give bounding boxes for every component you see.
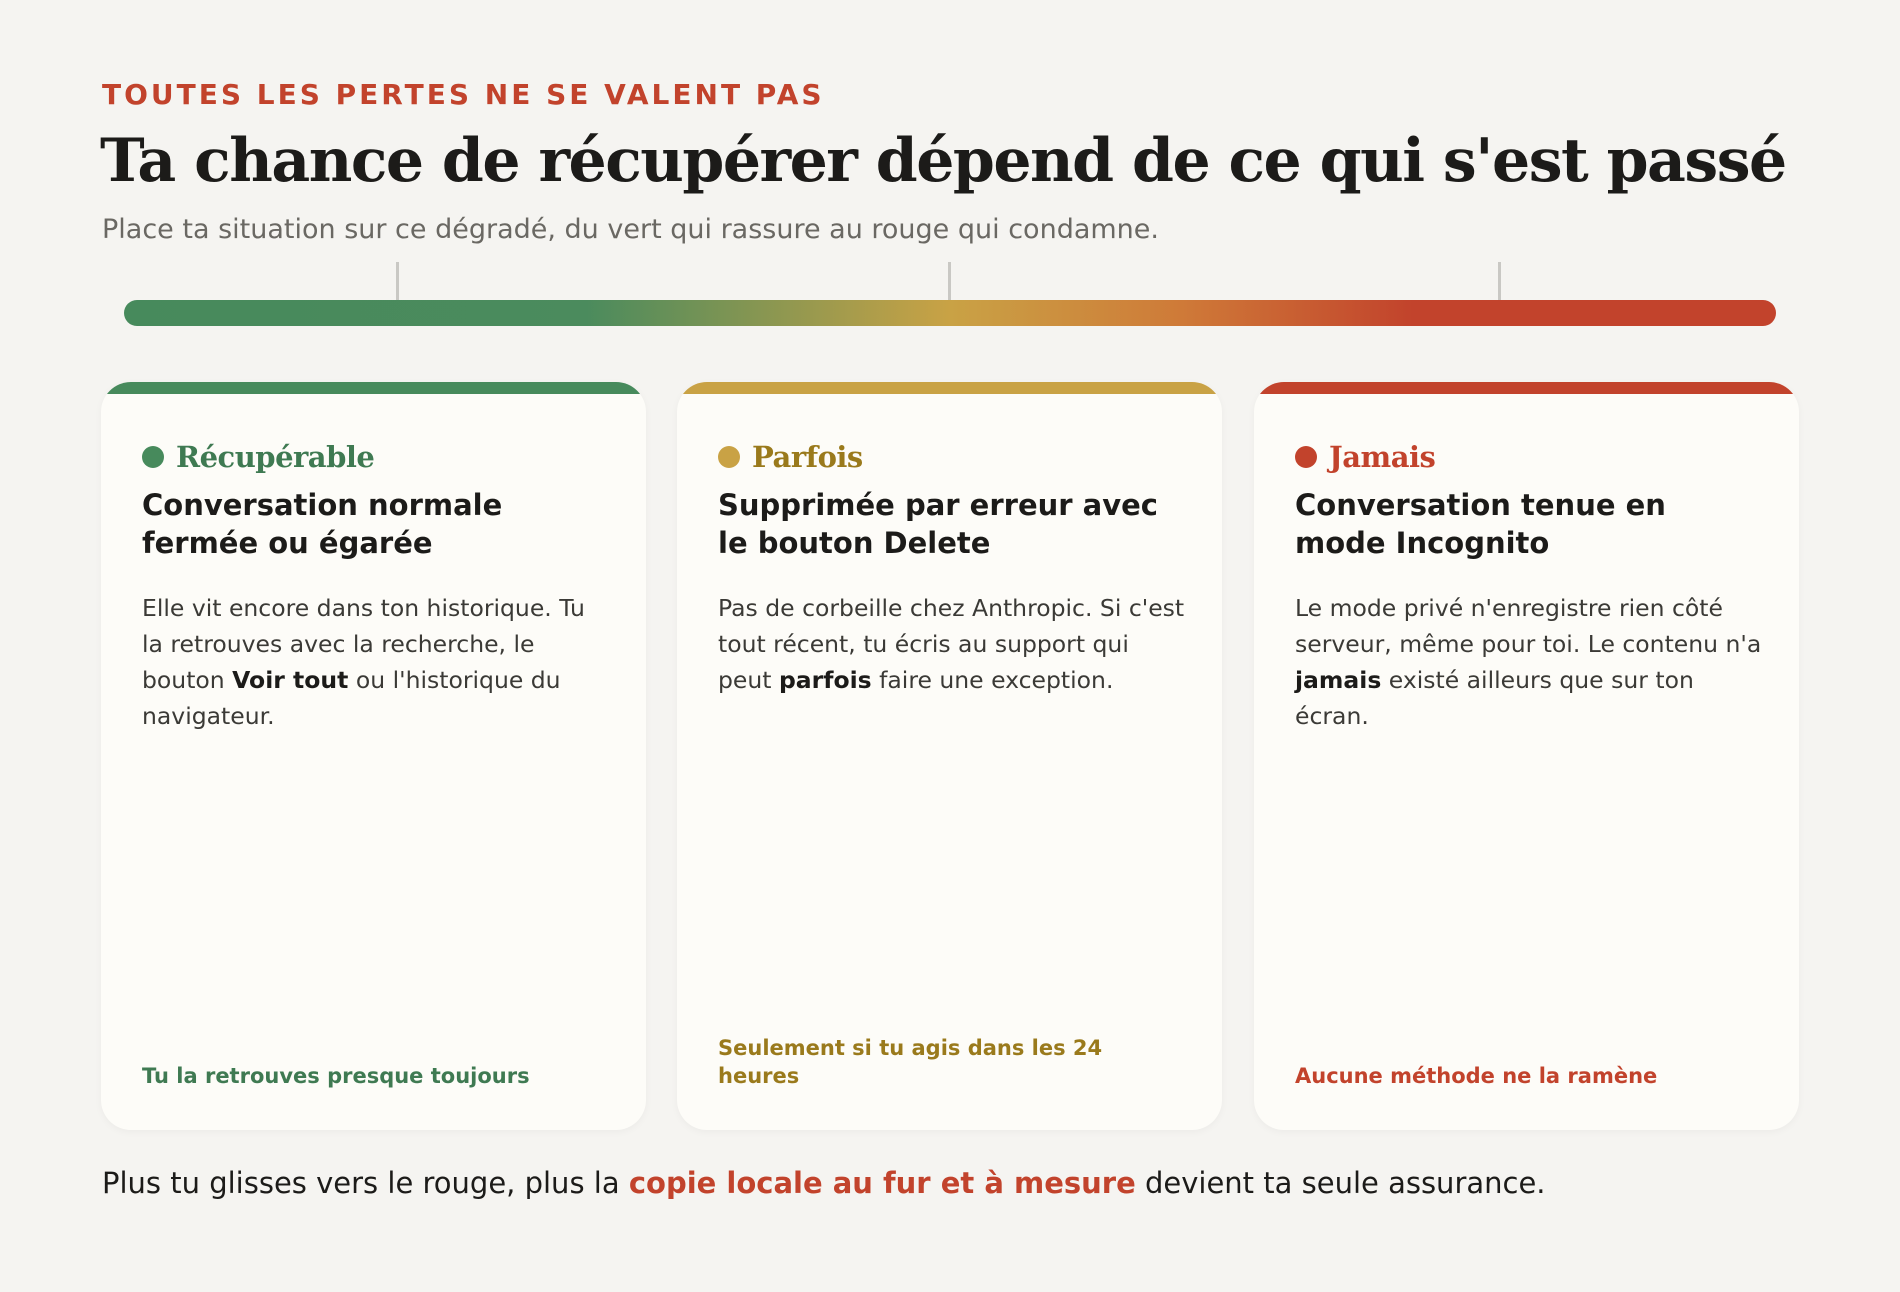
card-title: Conversation normale fermée ou égarée: [142, 488, 503, 560]
card-body: [718, 590, 1186, 698]
card-level: [718, 440, 1186, 474]
card-body-text: Elle vit encore dans ton historique. Tu la retrouves avec la recherche, le bouton: [142, 594, 585, 694]
card-body-emphasis: jamais: [1295, 666, 1382, 694]
card-recoverable: [101, 382, 646, 1130]
card-body-text: existé ailleurs que sur ton écran.: [1295, 666, 1694, 730]
card-body-text: ou l'historique du navigateur.: [142, 666, 561, 730]
card-footer: Seulement si tu agis dans les 24 heures: [718, 1036, 1103, 1088]
card-accent-bar: [1254, 382, 1799, 394]
card-body-emphasis: parfois: [778, 666, 872, 694]
card-never: [1254, 382, 1799, 1130]
eyebrow-label: TOUTES LES PERTES NE SE VALENT PAS: [102, 78, 825, 111]
recovery-gradient-scale: [124, 300, 1776, 326]
card-accent-bar: [101, 382, 646, 394]
card-title: Conversation tenue en mode Incognito: [1295, 488, 1666, 560]
card-body: [1295, 590, 1763, 734]
card-footer: Aucune méthode ne la ramène: [1295, 1064, 1658, 1088]
card-body-emphasis: Voir tout: [232, 666, 349, 694]
card-level: [1295, 440, 1763, 474]
status-dot-icon: [718, 446, 740, 468]
card-body-text: faire une exception.: [871, 666, 1114, 694]
card-title: Supprimée par erreur avec le bouton Delete: [718, 488, 1158, 560]
bottom-note-text: devient ta seule assurance.: [1135, 1166, 1546, 1200]
page-title: Ta chance de récupérer dépend de ce qui s'est passé: [100, 126, 1786, 196]
scale-tick-gold: [948, 262, 951, 304]
bottom-note: [102, 1166, 1546, 1200]
bottom-note-text: Plus tu glisses vers le rouge, plus la: [102, 1166, 629, 1200]
card-sometimes: [677, 382, 1222, 1130]
card-footer: Tu la retrouves presque toujours: [142, 1064, 530, 1088]
card-level-label: Parfois: [752, 440, 863, 474]
card-level: [142, 440, 610, 474]
scale-tick-red: [1498, 262, 1501, 304]
status-dot-icon: [142, 446, 164, 468]
page-subtitle: Place ta situation sur ce dégradé, du vert qui rassure au rouge qui condamne.: [102, 214, 1159, 245]
card-body-text: Pas de corbeille chez Anthropic. Si c'est tout récent, tu écris au support qui peut: [718, 594, 1185, 694]
card-level-label: Récupérable: [176, 440, 375, 474]
status-dot-icon: [1295, 446, 1317, 468]
scale-tick-green: [396, 262, 399, 304]
card-level-label: Jamais: [1329, 440, 1436, 474]
card-body: [142, 590, 610, 734]
bottom-note-highlight: copie locale au fur et à mesure: [628, 1166, 1136, 1200]
card-accent-bar: [677, 382, 1222, 394]
card-body-text: Le mode privé n'enregistre rien côté serveur, même pour toi. Le contenu n'a: [1295, 594, 1762, 658]
